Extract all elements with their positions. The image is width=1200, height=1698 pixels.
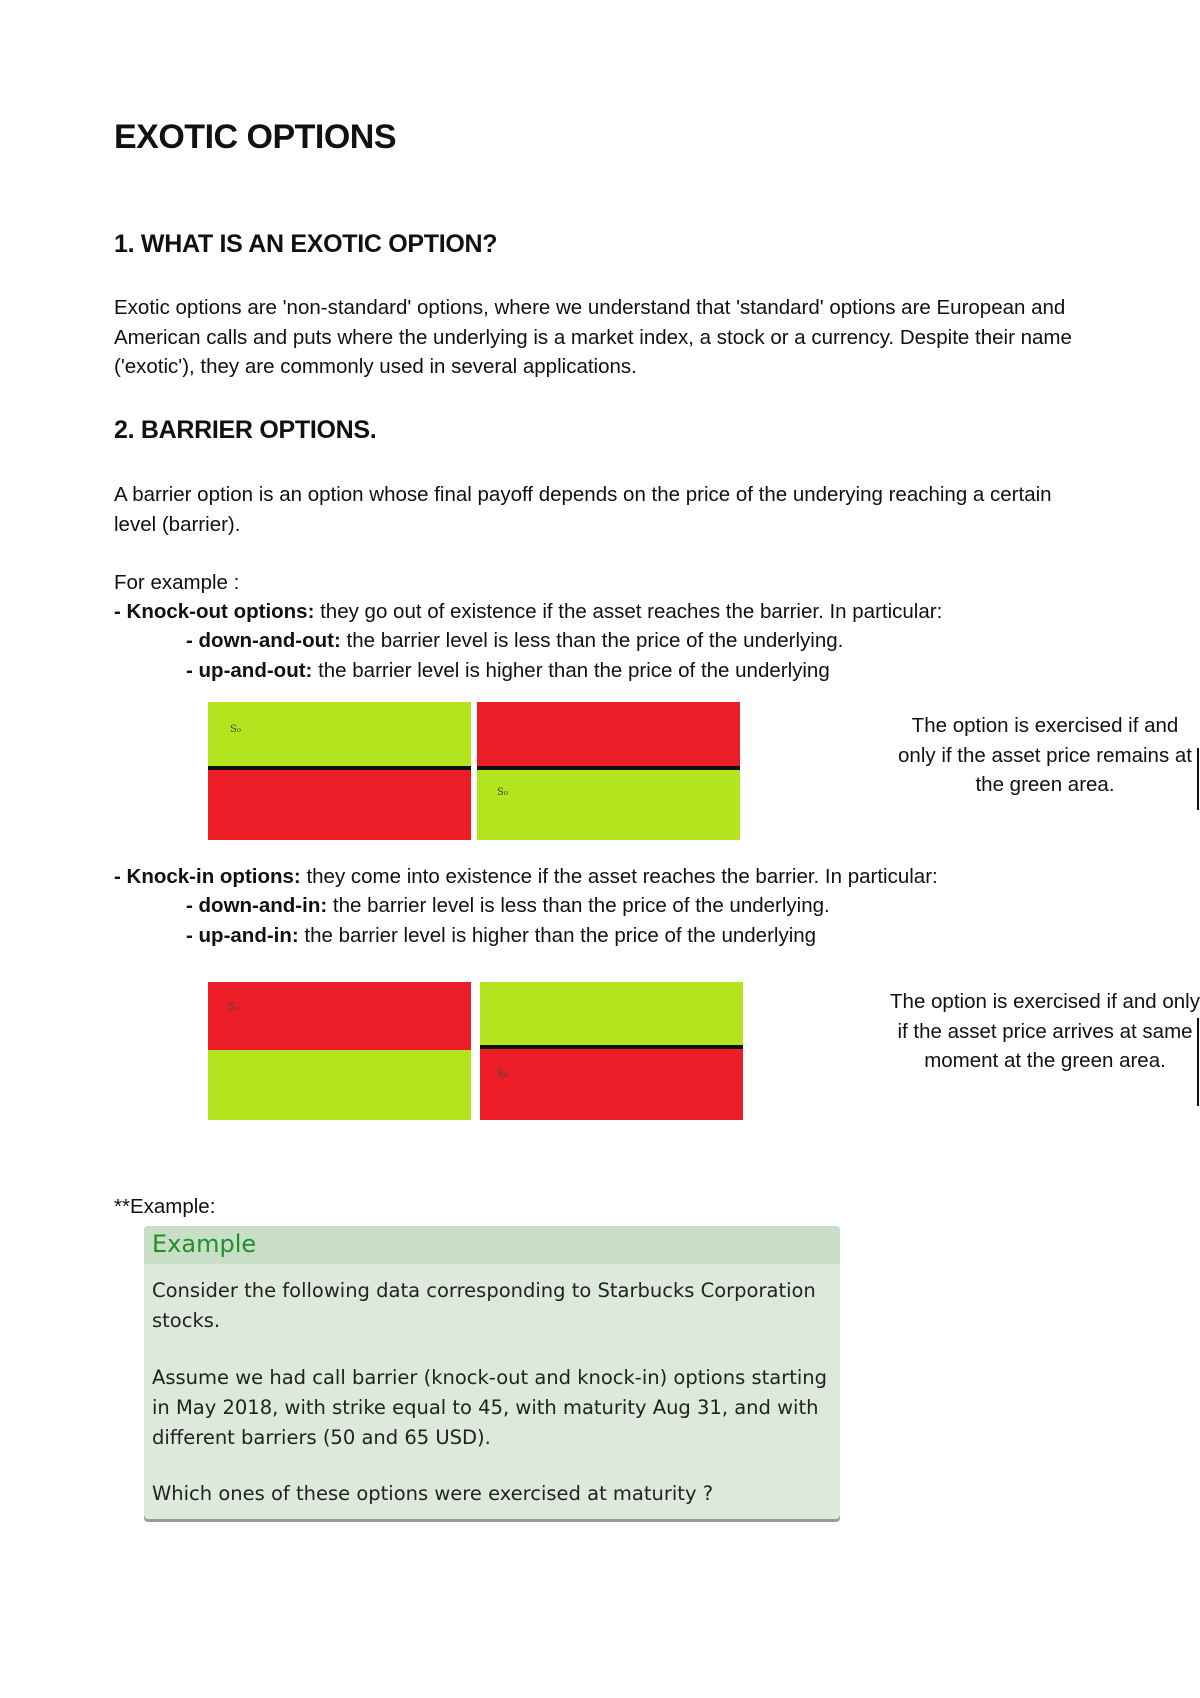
example-lead: **Example:: [114, 1195, 216, 1218]
s0-label: S₀: [228, 1002, 239, 1013]
knock-in-note: The option is exercised if and only if the asset price arrives at same moment at the green area.: [890, 990, 1200, 1072]
s0-label: S₀: [230, 724, 241, 735]
green-area: [480, 982, 743, 1046]
red-area: [208, 770, 471, 840]
example-box-title: Example: [152, 1230, 257, 1258]
knock-in-line: [114, 862, 938, 892]
red-area: [480, 1049, 743, 1120]
knock-in-text: they come into existence if the asset reaches the barrier. In particular:: [300, 865, 938, 888]
knock-out-note: The option is exercised if and only if the asset price remains at the green area.: [898, 714, 1192, 796]
example-paragraph-3: Which ones of these options were exercised at maturity ?: [152, 1482, 714, 1505]
down-and-out-term: - down-and-out:: [186, 629, 341, 652]
down-and-in-diagram: [208, 982, 471, 1120]
example-box-header: [144, 1226, 840, 1264]
up-and-in-text: the barrier level is higher than the price of the underlying: [298, 924, 817, 947]
section1-paragraph: Exotic options are 'non-standard' options, where we understand that 'standard' options are European and American calls and puts where the underlying is a market index, a stock or a currency. Despite their name ('exotic'), they are commonly used in several applications.: [114, 296, 1072, 378]
down-and-out-text: the barrier level is less than the price of the underlying.: [340, 629, 844, 652]
green-area: [477, 770, 740, 840]
up-and-in-diagram: [480, 982, 743, 1120]
margin-bar: [1197, 748, 1199, 810]
up-and-out-line: [186, 656, 830, 686]
section-heading-1: 1. WHAT IS AN EXOTIC OPTION?: [114, 230, 498, 258]
green-area: [208, 1050, 471, 1120]
up-and-in-term: - up-and-in:: [186, 924, 299, 947]
up-and-out-term: - up-and-out:: [186, 659, 313, 682]
example-paragraph-1: Consider the following data corresponding to Starbucks Corporation stocks.: [152, 1279, 816, 1332]
down-and-out-diagram: [208, 702, 471, 840]
section-heading-2: 2. BARRIER OPTIONS.: [114, 416, 377, 444]
margin-bar: [1197, 1018, 1199, 1106]
knock-out-line: [114, 597, 942, 627]
section2-paragraph: A barrier option is an option whose final payoff depends on the price of the underying reaching a certain level (barrier).: [114, 483, 1052, 536]
green-area: [208, 702, 471, 768]
up-and-out-diagram: [477, 702, 740, 840]
knock-in-term: - Knock-in options:: [114, 865, 301, 888]
up-and-out-text: the barrier level is higher than the price of the underlying: [312, 659, 830, 682]
down-and-in-text: the barrier level is less than the price of the underlying.: [327, 894, 830, 917]
down-and-in-term: - down-and-in:: [186, 894, 328, 917]
example-paragraph-2: Assume we had call barrier (knock-out and knock-in) options starting in May 2018, with strike equal to 45, with maturity Aug 31, and with different barriers (50 and 65 USD).: [152, 1366, 828, 1449]
red-area: [208, 982, 471, 1050]
down-and-in-line: [186, 891, 830, 921]
example-box: [144, 1226, 840, 1519]
example-intro: For example :: [114, 571, 240, 594]
s0-label: S₀: [497, 787, 508, 798]
s0-label: S₀: [497, 1069, 508, 1080]
knock-out-term: - Knock-out options:: [114, 600, 315, 623]
knock-out-text: they go out of existence if the asset reaches the barrier. In particular:: [314, 600, 943, 623]
page-title: EXOTIC OPTIONS: [114, 118, 397, 156]
up-and-in-line: [186, 921, 816, 951]
red-area: [477, 702, 740, 768]
down-and-out-line: [186, 626, 843, 656]
